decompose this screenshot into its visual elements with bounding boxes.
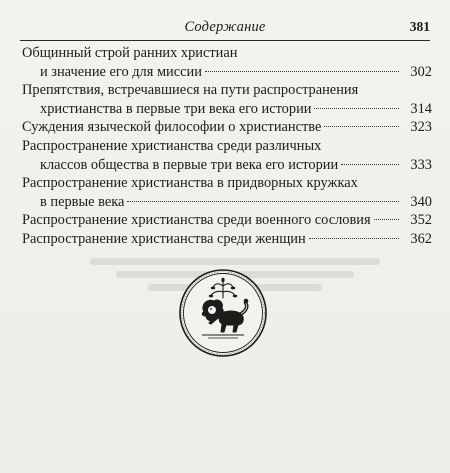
toc-entry-last-line: [22, 118, 432, 137]
dot-leader: [341, 164, 399, 165]
toc-page-number: 340: [410, 193, 432, 210]
dot-leader: [374, 219, 399, 220]
toc-entry-title-line: классов общества в первые три века его истории: [40, 156, 339, 173]
toc-page-number: 352: [410, 212, 432, 229]
toc-page-number: 333: [410, 156, 432, 173]
toc-entry-title-line: в первые века: [40, 193, 125, 210]
toc-entry-title-line: Распространение христианства среди военного сословия: [22, 212, 371, 229]
toc-entry-last-line: [22, 230, 432, 249]
toc-page-number: 302: [410, 63, 432, 80]
toc-entry-title-line: Распространение христианства среди различных: [22, 137, 322, 154]
lion-seal-icon: [178, 268, 268, 358]
toc-entry[interactable]: [22, 174, 432, 211]
toc-entry-last-line: [22, 156, 432, 175]
toc-entry-title-line: Суждения языческой философии о христианстве: [22, 119, 322, 136]
dot-leader: [127, 201, 399, 202]
toc-entry-last-line: [22, 211, 432, 230]
toc-entry[interactable]: [22, 230, 432, 249]
toc-entry[interactable]: [22, 118, 432, 137]
page-title: Содержание: [184, 19, 266, 35]
toc-page-number: 314: [410, 100, 432, 117]
toc-entry-title-line: Препятствия, встречавшиеся на пути распространения: [22, 82, 359, 99]
toc-page-number: 323: [410, 119, 432, 136]
toc-entry-last-line: [22, 100, 432, 119]
running-header: [20, 14, 430, 41]
toc-entry-title-line: Общинный строй ранних христиан: [22, 45, 238, 61]
toc-entry[interactable]: [22, 44, 432, 81]
dot-leader: [309, 238, 399, 239]
toc-entry-title-line: Распространение христианства среди женщин: [22, 230, 306, 247]
toc-page-number: 362: [410, 230, 432, 247]
dot-leader: [324, 126, 399, 127]
toc-entry-last-line: [22, 193, 432, 212]
toc-entry-last-line: [22, 63, 432, 82]
dot-leader: [205, 71, 399, 72]
toc-entry[interactable]: [22, 81, 432, 118]
toc-entry[interactable]: [22, 211, 432, 230]
toc-entry[interactable]: [22, 137, 432, 174]
page-number: 381: [409, 19, 430, 34]
toc-entry-title-line: и значение его для миссии: [40, 63, 202, 80]
table-of-contents: [22, 44, 432, 249]
toc-entry-title-line: христианства в первые три века его истории: [40, 100, 312, 117]
dot-leader: [314, 108, 399, 109]
toc-entry-title-line: Распространение христианства в придворных кружках: [22, 175, 358, 192]
